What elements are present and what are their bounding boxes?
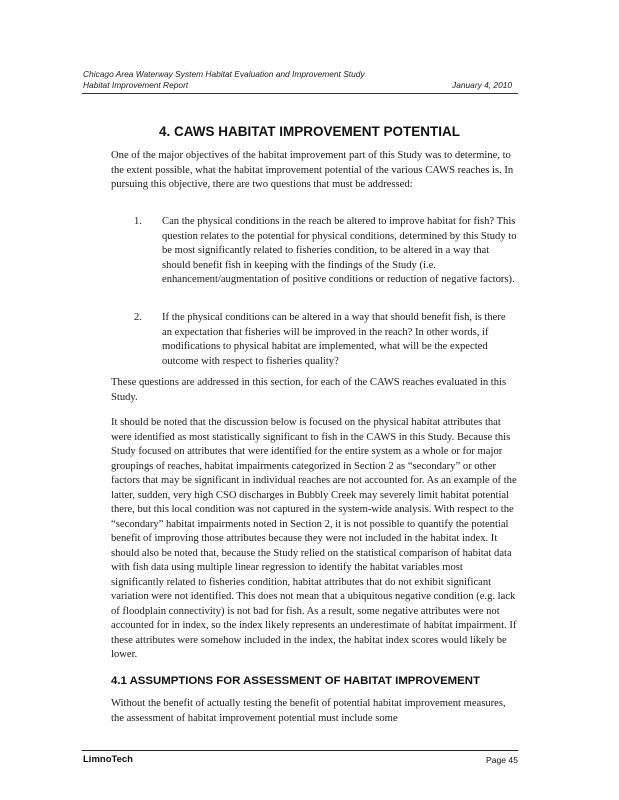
header-study-title: Chicago Area Waterway System Habitat Evaluation and Improvement Study — [83, 69, 365, 79]
footer-divider — [82, 750, 518, 751]
header-report-name: Habitat Improvement Report — [83, 80, 189, 90]
footer-page-number: Page 45 — [485, 755, 518, 765]
intro-paragraph — [111, 149, 518, 193]
question-text: If the physical conditions can be altered in a way that should benefit fish, is there an expectation that fisheries will be improved in the reach? In other words, if modifications to physical habitat are implemented, what will be the expected outcome with respect to fisheries quality? — [162, 312, 506, 367]
subsection-title: 4.1 ASSUMPTIONS FOR ASSESSMENT OF HABITAT IMPROVEMENT — [111, 675, 480, 687]
assumptions-paragraph — [111, 697, 518, 726]
header-divider — [82, 93, 518, 94]
section-title: 4. CAWS HABITAT IMPROVEMENT POTENTIAL — [158, 124, 460, 139]
question-text: Can the physical conditions in the reach be altered to improve habitat for fish? This question relates to the potential for physical conditions, determined by this Study to be most significantly related to fisheries condition, to be altered in a way that should benefit fish in keeping with the findings of the Study (i.e. enhancement/augmentation of positive conditions or reduction of negative factors). — [162, 216, 517, 285]
questions-addressed-text: These questions are addressed in this section, for each of the CAWS reaches evaluated in this Study. — [111, 377, 507, 403]
questions-addressed-paragraph — [111, 376, 518, 405]
discussion-paragraph — [111, 416, 518, 663]
assumptions-text: Without the benefit of actually testing the benefit of potential habitat improvement measures, the assessment of habitat improvement potential must include some — [111, 698, 506, 724]
question-number: 1. — [134, 216, 142, 227]
question-list-item-2 — [134, 311, 518, 369]
question-number: 2. — [134, 312, 142, 323]
discussion-text: It should be noted that the discussion below is focused on the physical habitat attributes that were identified as most statistically significant to fish in the CAWS in this Study. Because this Study focused on attributes that were identified for the entire system as a whole or for major groupings of reaches, habitat impairments categorized in Section 2 as “secondary” or other factors that may be significant in individual reaches are not accounted for. As an example of the latter, sudden, very high CSO discharges in Bubbly Creek may severely limit habitat potential there, but this local condition was not captured in the system-wide analysis. With respect to the “secondary” habitat impairments noted in Section 2, it is not possible to quantify the potential benefit of improving those attributes because they were not included in the habitat index. It should also be noted that, because the Study relied on the statistical comparison of habitat data with fish data using multiple linear regression to identify the habitat variables most significantly related to fisheries condition, habitat attributes that do not exhibit significant variation were not identified. This does not mean that a ubiquitous negative condition (e.g. lack of floodplain connectivity) is not bad for fish. As a result, some negative attributes were not accounted for in index, so the index likely represents an underestimate of habitat impairment. If these attributes were somehow included in the index, the habitat index scores would likely be lower. — [111, 417, 517, 660]
intro-text: One of the major objectives of the habitat improvement part of this Study was to determine, to the extent possible, what the habitat improvement potential of the various CAWS reaches is. In pursuing this objective, there are two questions that must be addressed: — [111, 150, 514, 190]
footer-company: LimnoTech — [83, 754, 133, 765]
header-date: January 4, 2010 — [452, 80, 513, 90]
question-list-item-1 — [134, 215, 518, 288]
